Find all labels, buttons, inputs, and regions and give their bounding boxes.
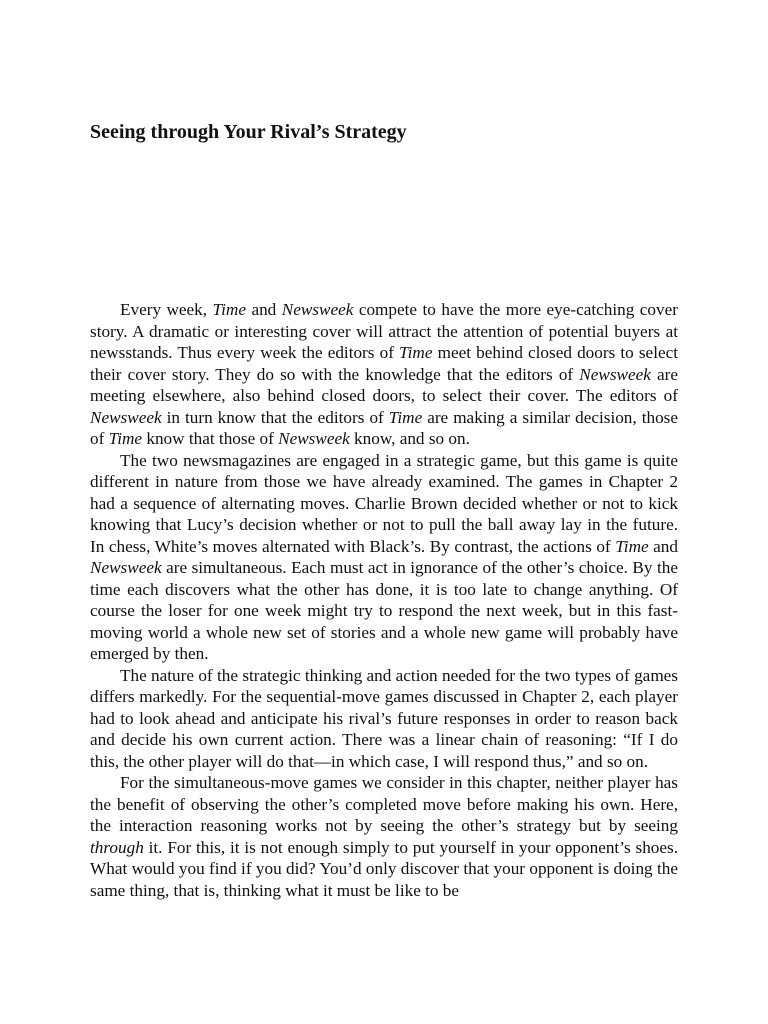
italic-text-run: Newsweek — [90, 407, 162, 427]
italic-text-run: Newsweek — [579, 364, 651, 384]
text-run: and — [648, 536, 678, 556]
paragraph-2 — [90, 450, 678, 665]
italic-text-run: Time — [108, 429, 143, 448]
text-run: in turn know that the editors of — [161, 407, 389, 427]
text-run: The nature of the strategic thinking and action needed for the two types of games differs markedly. For the sequential-move games discussed in Chapter 2, each player had to look ahead and anticipate his rival’s future responses in order to reason back and decide his own current action. There was a linear chain of reasoning: “If I do this, the other player will do that—in which case, I will respond thus,” and so on. — [90, 665, 678, 771]
text-run: meet behind closed doors to select their cover story. They do so with the knowledge that the editors of — [90, 343, 678, 384]
text-run: it. For this, it is not enough simply to put yourself in your opponent’s shoes. What would you find if you did? You’d only discover that your opponent is doing the same thing, that is, thinking what it must be like to be — [90, 837, 678, 900]
italic-text-run: Time — [399, 343, 433, 362]
text-run: and — [245, 300, 282, 319]
chapter-title: Seeing through Your Rival’s Strategy — [90, 121, 407, 143]
italic-text-run: Time — [212, 300, 246, 319]
italic-text-run: through — [90, 837, 144, 857]
text-run: are making a similar decision, those of — [90, 407, 678, 448]
text-run: are meeting elsewhere, also behind closed doors, to select their cover. The editors of — [90, 364, 679, 405]
italic-text-run: Newsweek — [278, 429, 350, 448]
text-run: compete to have the more eye-catching cover story. A dramatic or interesting cover will attract the attention of potential buyers at newsstands. Thus every week the editors of — [90, 300, 678, 362]
italic-text-run: Time — [615, 536, 649, 556]
text-run: know, and so on. — [349, 429, 470, 448]
paragraph-3 — [90, 665, 678, 773]
text-run: The two newsmagazines are engaged in a strategic game, but this game is quite different in nature from those we have already examined. The games in Chapter 2 had a sequence of alternating moves. Charlie Brown decided whether or not to kick knowing that Lucy’s decision whether or not to pull the ball away lay in the future. In chess, White’s moves alternated with Black’s. By contrast, the actions of — [90, 450, 678, 556]
text-run: are simultaneous. Each must act in ignorance of the other’s choice. By the time each discovers what the other has done, it is too late to change anything. Of course the loser for one week might try to respond the next week, but in this fast-moving world a whole new set of stories and a whole new game will probably have emerged by then. — [90, 558, 678, 663]
text-run: For the simultaneous-move games we consider in this chapter, neither player has the benefit of observing the other’s completed move before making his own. Here, the interaction reasoning works not by seeing the other’s strategy but by seeing — [90, 773, 678, 835]
italic-text-run: Newsweek — [90, 558, 162, 577]
body-text — [90, 299, 678, 901]
italic-text-run: Time — [388, 407, 423, 427]
paragraph-4 — [90, 772, 678, 901]
italic-text-run: Newsweek — [281, 300, 354, 319]
text-run: know that those of — [142, 429, 279, 448]
paragraph-1 — [90, 299, 678, 450]
text-run: Every week, — [120, 300, 213, 319]
